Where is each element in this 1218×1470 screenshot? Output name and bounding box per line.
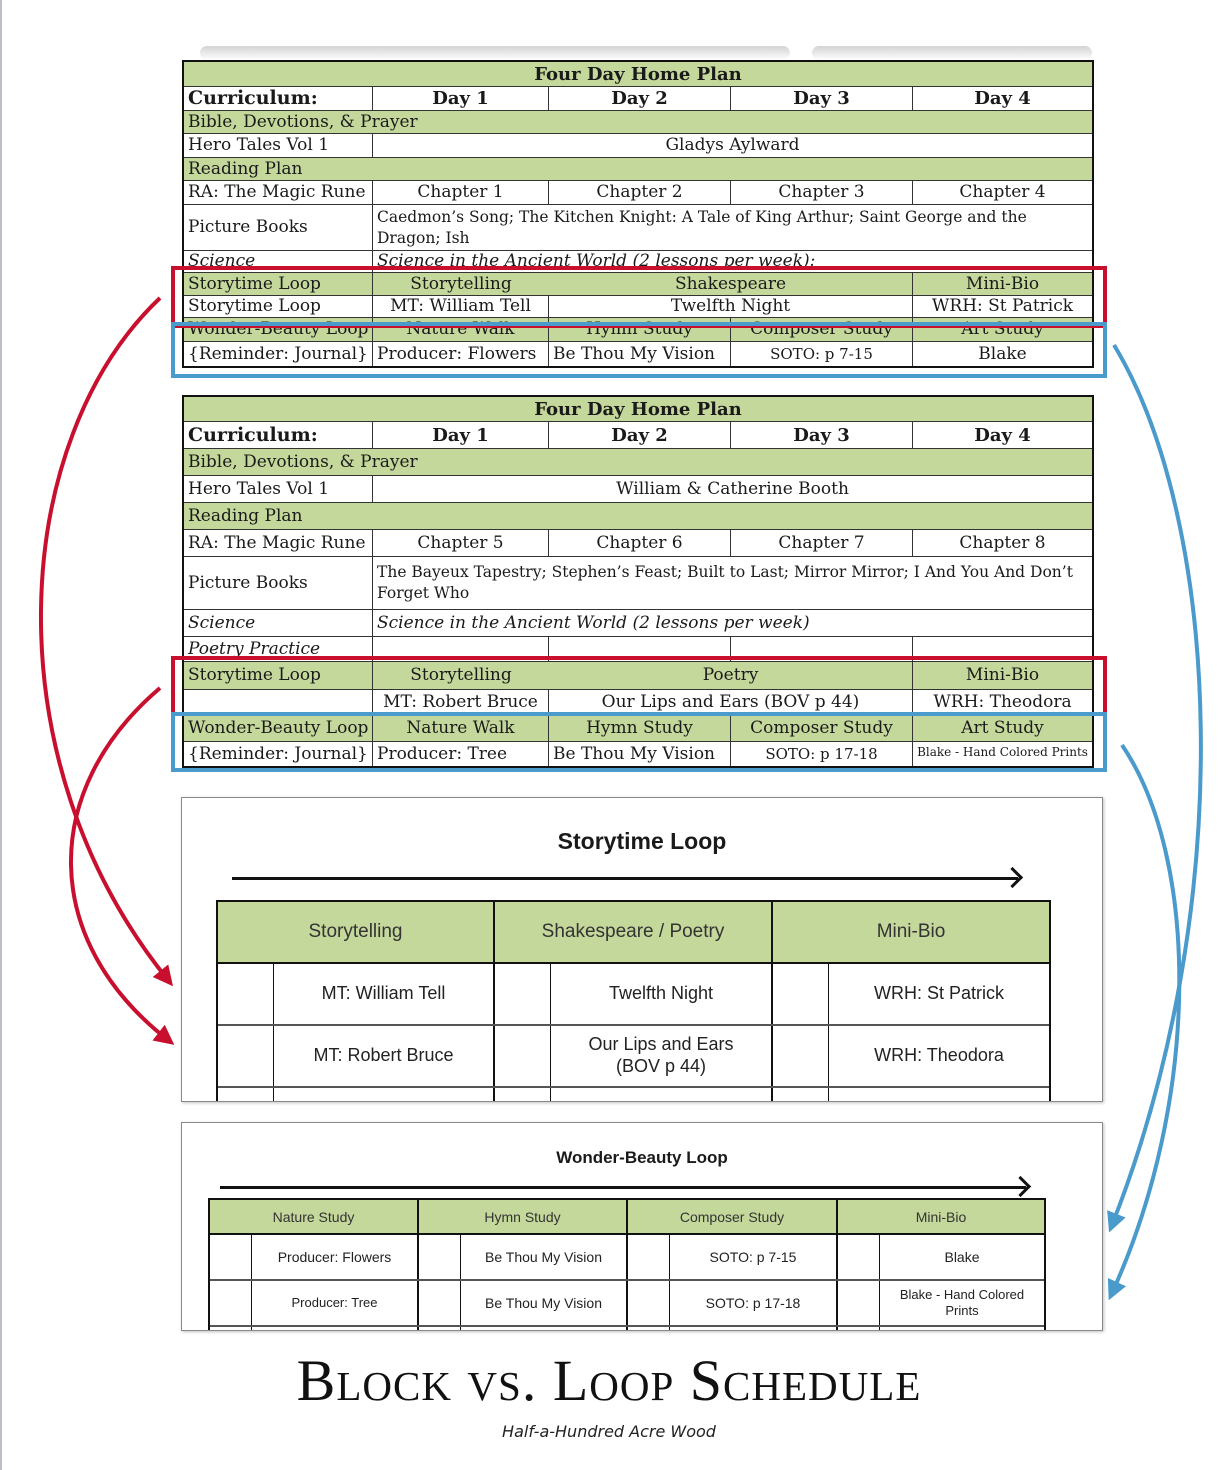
panel-title: Storytime Loop (557, 828, 727, 854)
checkbox-cell[interactable] (838, 1281, 880, 1325)
checkbox-cell[interactable] (419, 1235, 461, 1279)
page-edge (0, 0, 2, 1470)
header-day: Day 3 (731, 422, 913, 448)
wonder-value: Producer: Flowers (373, 342, 549, 366)
loop-header: Shakespeare / Poetry (495, 902, 773, 962)
loop-value: Producer: Tree (291, 1295, 378, 1311)
loop-header: Mini-Bio (876, 921, 946, 942)
row-label: Hero Tales Vol 1 (184, 476, 373, 502)
checkbox-cell[interactable] (419, 1281, 461, 1325)
wonder-value: Blake - Hand Colored Prints (917, 745, 1088, 759)
wonder-col: Nature Walk (373, 318, 549, 341)
table-title: Four Day Home Plan (184, 397, 1092, 421)
loop-header: Composer Study (628, 1200, 838, 1233)
wonder-value: Blake (978, 343, 1027, 364)
loop-value: Producer: Flowers (277, 1248, 392, 1265)
loop-value: Be Thou My Vision (485, 1294, 602, 1311)
section-bible: Bible, Devotions, & Prayer (184, 111, 1092, 133)
storytime-col: Poetry (549, 662, 913, 689)
hero-value: William & Catherine Booth (616, 478, 849, 499)
science-value: Science in the Ancient World (2 lessons per week) (377, 612, 810, 633)
header-day: Day 3 (731, 87, 913, 110)
storytime-label: Storytime Loop (184, 662, 373, 689)
wonder-value: Be Thou My Vision (549, 342, 731, 366)
header-day: Day 2 (549, 422, 731, 448)
storytime-highlight-box (171, 266, 1107, 328)
checkbox-cell[interactable] (419, 1327, 461, 1331)
loop-value: Blake - Hand Colored Prints (899, 1287, 1025, 1318)
storytime-col: Storytelling (373, 662, 549, 689)
checkbox-cell[interactable] (218, 964, 274, 1024)
checkbox-cell[interactable] (838, 1235, 880, 1279)
storytime-value: Twelfth Night (549, 296, 913, 317)
checkbox-cell[interactable] (628, 1235, 670, 1279)
storytime-loop-table (216, 900, 1051, 1102)
storytime-col: Shakespeare (549, 273, 913, 295)
storytime-col: Mini-Bio (913, 273, 1092, 295)
checkbox-cell[interactable] (628, 1281, 670, 1325)
checkbox-cell[interactable] (210, 1327, 252, 1331)
loop-value: Twelfth Night (608, 983, 714, 1004)
row-label: Hero Tales Vol 1 (184, 134, 373, 157)
chapter-cell: Chapter 3 (731, 181, 913, 204)
loop-value: Our Lips and Ears (BOV p 44) (588, 1034, 734, 1076)
wonder-value: SOTO: p 7-15 (731, 342, 913, 366)
wonder-highlight-box (171, 712, 1107, 772)
wonder-value: Be Thou My Vision (549, 742, 731, 766)
wonder-value: SOTO: p 17-18 (731, 742, 913, 766)
row-label: Poetry Practice (184, 637, 373, 661)
row-label: {Reminder: Journal} (184, 342, 373, 366)
loop-header: Storytelling (218, 902, 495, 962)
arrow-right-icon (220, 1186, 1026, 1189)
wonder-col: Art Study (913, 716, 1092, 741)
wonder-label: Wonder-Beauty Loop (184, 318, 373, 341)
wonder-col: Hymn Study (549, 318, 731, 341)
row-label: Picture Books (184, 557, 373, 609)
footer-title: Block vs. Loop Schedule (296, 1348, 922, 1413)
row-label: RA: The Magic Rune (184, 530, 373, 556)
section-bible: Bible, Devotions, & Prayer (184, 449, 1092, 475)
arrow-right-icon (232, 877, 1018, 880)
checkbox-cell[interactable] (218, 1026, 274, 1086)
chapter-cell: Chapter 2 (549, 181, 731, 204)
loop-value: MT: Robert Bruce (313, 1045, 454, 1066)
header-day: Day 1 (373, 87, 549, 110)
chapter-cell: Chapter 7 (731, 530, 913, 556)
row-label: Science (184, 610, 373, 636)
hero-value: Gladys Aylward (665, 135, 800, 155)
storytime-value: MT: Robert Bruce (373, 690, 549, 715)
loop-value: Be Thou My Vision (485, 1248, 602, 1265)
storytime-col: Mini-Bio (913, 662, 1092, 689)
red-arrow-icon (41, 298, 168, 1040)
checkbox-cell[interactable] (773, 964, 829, 1024)
checkbox-cell[interactable] (495, 1026, 551, 1086)
header-curriculum: Curriculum: (184, 87, 373, 110)
storytime-label: Storytime Loop (184, 273, 373, 295)
picture-books-value: Caedmon’s Song; The Kitchen Knight: A Tale of King Arthur; Saint George and the Dragon; Ish (377, 207, 1027, 247)
row-label: Picture Books (184, 205, 373, 250)
header-day: Day 1 (373, 422, 549, 448)
wonder-loop-panel (181, 1122, 1103, 1331)
loop-value: SOTO: p 17-18 (705, 1294, 801, 1311)
wonder-label: Wonder-Beauty Loop (184, 716, 373, 741)
storytime-value: WRH: Theodora (933, 692, 1072, 712)
shadow (812, 46, 1092, 60)
loop-value: SOTO: p 7-15 (709, 1248, 797, 1265)
row-label: {Reminder: Journal} (184, 742, 373, 766)
storytime-value: Our Lips and Ears (BOV p 44) (549, 690, 913, 715)
loop-header: Mini-Bio (915, 1208, 967, 1225)
storytime-highlight-box (171, 656, 1107, 716)
blue-arrow-icon (1112, 345, 1201, 1293)
wonder-col: Art Study (913, 318, 1092, 341)
header-day: Day 4 (974, 88, 1031, 109)
storytime-col: Storytelling (373, 273, 549, 295)
chapter-cell: Chapter 8 (959, 532, 1046, 553)
wonder-col: Composer Study (731, 716, 913, 741)
row-label: Storytime Loop (184, 296, 373, 317)
header-day: Day 4 (974, 424, 1031, 446)
chapter-cell: Chapter 1 (373, 181, 549, 204)
checkbox-cell[interactable] (838, 1327, 880, 1331)
chapter-cell: Chapter 5 (373, 530, 549, 556)
header-day: Day 2 (549, 87, 731, 110)
checkbox-cell[interactable] (495, 1088, 551, 1102)
picture-books-value: The Bayeux Tapestry; Stephen’s Feast; Built to Last; Mirror Mirror; I And You And Don’t Forget Who (377, 563, 1073, 602)
wonder-col: Hymn Study (549, 716, 731, 741)
chapter-cell: Chapter 6 (549, 530, 731, 556)
shadow (200, 46, 790, 60)
panel-title: Wonder-Beauty Loop (556, 1148, 728, 1167)
storytime-value: MT: William Tell (373, 296, 549, 317)
loop-header: Hymn Study (419, 1200, 628, 1233)
checkbox-cell[interactable] (210, 1281, 252, 1325)
row-label: Science (184, 251, 373, 272)
wonder-col: Nature Walk (373, 716, 549, 741)
header-curriculum: Curriculum: (184, 422, 373, 448)
checkbox-cell[interactable] (210, 1235, 252, 1279)
checkbox-cell[interactable] (773, 1088, 829, 1102)
checkbox-cell[interactable] (628, 1327, 670, 1331)
loop-value: WRH: Theodora (874, 1045, 1004, 1066)
table-title: Four Day Home Plan (184, 62, 1092, 86)
row-label: RA: The Magic Rune (184, 181, 373, 204)
section-reading: Reading Plan (184, 158, 1092, 180)
storytime-value: WRH: St Patrick (931, 296, 1074, 316)
chapter-cell: Chapter 4 (959, 182, 1046, 202)
loop-value: Blake (944, 1248, 980, 1265)
storytime-loop-panel (181, 797, 1103, 1102)
wonder-col: Composer Study (731, 318, 913, 341)
loop-value: MT: William Tell (321, 983, 446, 1004)
checkbox-cell[interactable] (218, 1088, 274, 1102)
wonder-highlight-box (171, 322, 1107, 378)
footer-subtitle: Half-a-Hundred Acre Wood (502, 1422, 716, 1441)
science-value: Science in the Ancient World (2 lessons per week): (377, 251, 816, 271)
loop-value: WRH: St Patrick (873, 983, 1004, 1004)
section-reading: Reading Plan (184, 503, 1092, 529)
checkbox-cell[interactable] (495, 964, 551, 1024)
wonder-loop-table (208, 1198, 1046, 1331)
checkbox-cell[interactable] (773, 1026, 829, 1086)
loop-header: Nature Study (210, 1200, 419, 1233)
wonder-value: Producer: Tree (373, 742, 549, 766)
